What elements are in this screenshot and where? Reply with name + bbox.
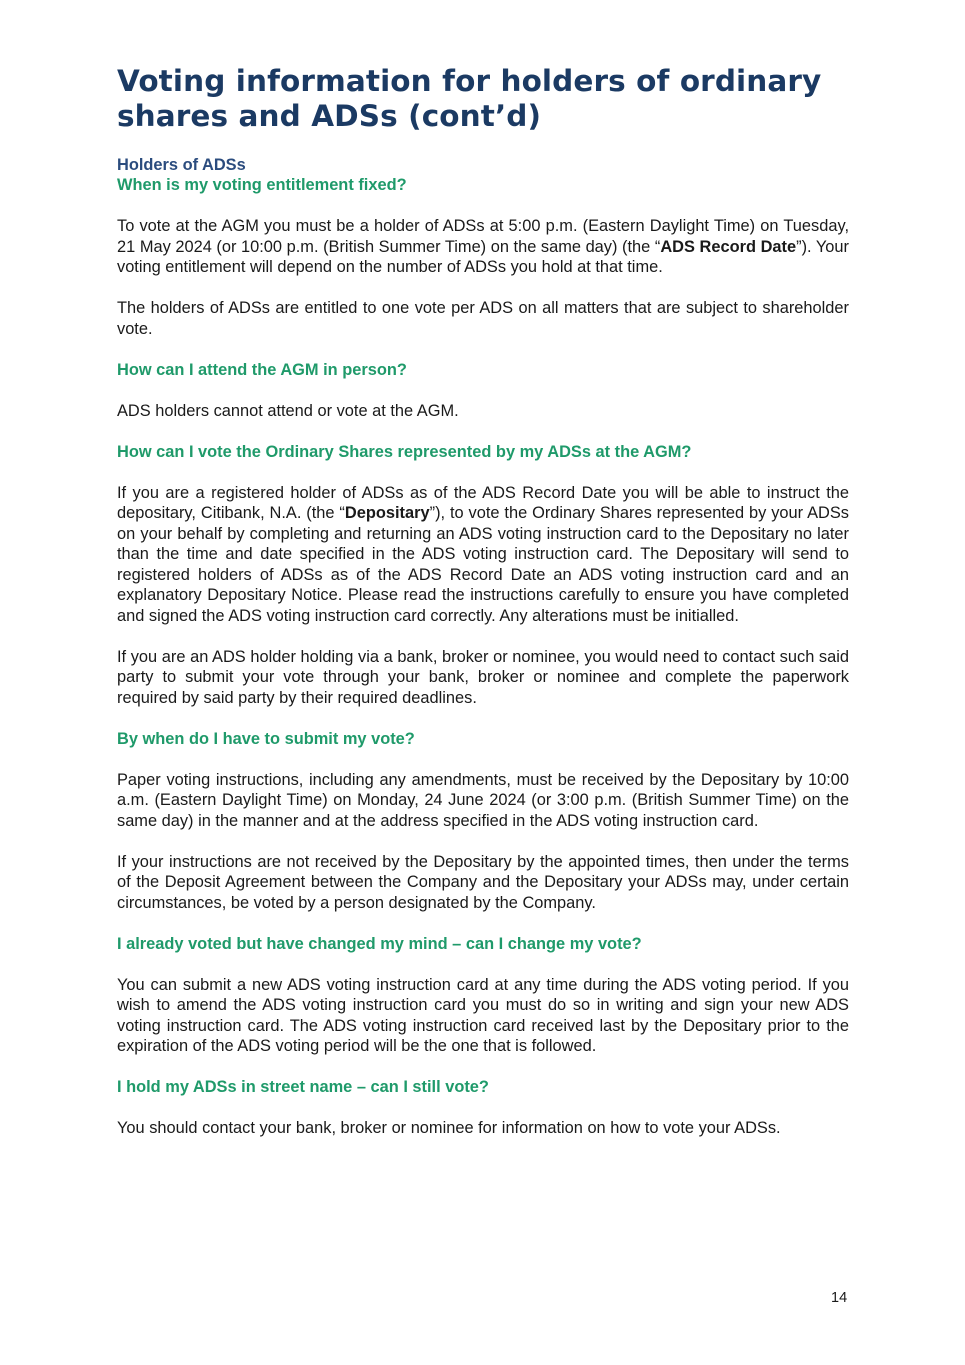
- paragraph-paper-voting-deadline: Paper voting instructions, including any amendments, must be received by the Depositary by 10:00 a.m. (Eastern Daylight Time) on Monday, 24 June 2024 (or 3:00 p.m. (British Summer Time) on the same day) in the manner and at the address specified in the ADS voting instruction card.: [117, 770, 849, 830]
- question-submit-deadline: By when do I have to submit my vote?: [117, 729, 415, 748]
- defined-term-depositary: Depositary: [344, 504, 430, 522]
- question-voting-entitlement: When is my voting entitlement fixed?: [117, 176, 407, 194]
- defined-term-ads-record-date: ADS Record Date: [660, 237, 797, 256]
- question-vote-ordinary-shares: How can I vote the Ordinary Shares represented by my ADSs at the AGM?: [117, 442, 692, 461]
- paragraph-text: If you are a registered holder of ADSs as of the ADS Record Date you will be able to instruct the depositary, Citibank, N.A. (the “: [117, 483, 849, 522]
- question-attend-agm: How can I attend the AGM in person?: [117, 360, 407, 379]
- paragraph-voting-entitlement: [117, 216, 849, 278]
- question-change-vote: I already voted but have changed my mind – can I change my vote?: [117, 934, 642, 953]
- paragraph-street-name: You should contact your bank, broker or nominee for information on how to vote your ADSs.: [117, 1119, 781, 1137]
- section-label: Holders of ADSs: [117, 156, 246, 174]
- paragraph-vote-via-depositary: [117, 483, 849, 627]
- page-title: Voting information for holders of ordinary shares and ADSs (cont’d): [117, 64, 822, 133]
- paragraph-votes-per-ads: The holders of ADSs are entitled to one vote per ADS on all matters that are subject to shareholder vote.: [117, 299, 849, 338]
- paragraph-change-vote: You can submit a new ADS voting instruction card at any time during the ADS voting period. If you wish to amend the ADS voting instruction card you must do so in writing and sign your new ADS voting instruction card. The ADS voting instruction card received last by the Depositary prior to the expiration of the ADS voting period will be the one that is followed.: [117, 975, 849, 1055]
- paragraph-bank-broker-nominee: If you are an ADS holder holding via a bank, broker or nominee, you would need to contact such said party to submit your vote through your bank, broker or nominee and complete the paperwork required by said party by their required deadlines.: [117, 647, 849, 707]
- paragraph-text: ”). Your voting entitlement will depend on the number of ADSs you hold at that time.: [117, 237, 849, 276]
- paragraph-attend-agm: ADS holders cannot attend or vote at the AGM.: [117, 401, 459, 420]
- paragraph-instructions-not-received: If your instructions are not received by the Depositary by the appointed times, then under the terms of the Deposit Agreement between the Company and the Depositary your ADSs may, under certain circumstances, be voted by a person designated by the Company.: [117, 852, 849, 912]
- page-number: 14: [831, 1290, 848, 1306]
- content-flow: [117, 175, 849, 1159]
- question-street-name: I hold my ADSs in street name – can I still vote?: [117, 1078, 489, 1096]
- paragraph-text: To vote at the AGM you must be a holder of ADSs at 5:00 p.m. (Eastern Daylight Time) on Tuesday, 21 May 2024 (or 10:00 p.m. (British Summer Time) on the same day) (the “: [117, 217, 849, 256]
- paragraph-text: ”), to vote the Ordinary Shares represented by your ADSs on your behalf by completing and returning an ADS voting instruction card to the Depositary no later than the time and date specified in the ADS voting instruction card. The Depositary will send to registered holders of ADSs as of the ADS Record Date an ADS voting instruction card and an explanatory Depositary Notice. Please read the instructions carefully to ensure you have completed and signed the ADS voting instruction card correctly. Any alterations must be initialled.: [117, 504, 849, 625]
